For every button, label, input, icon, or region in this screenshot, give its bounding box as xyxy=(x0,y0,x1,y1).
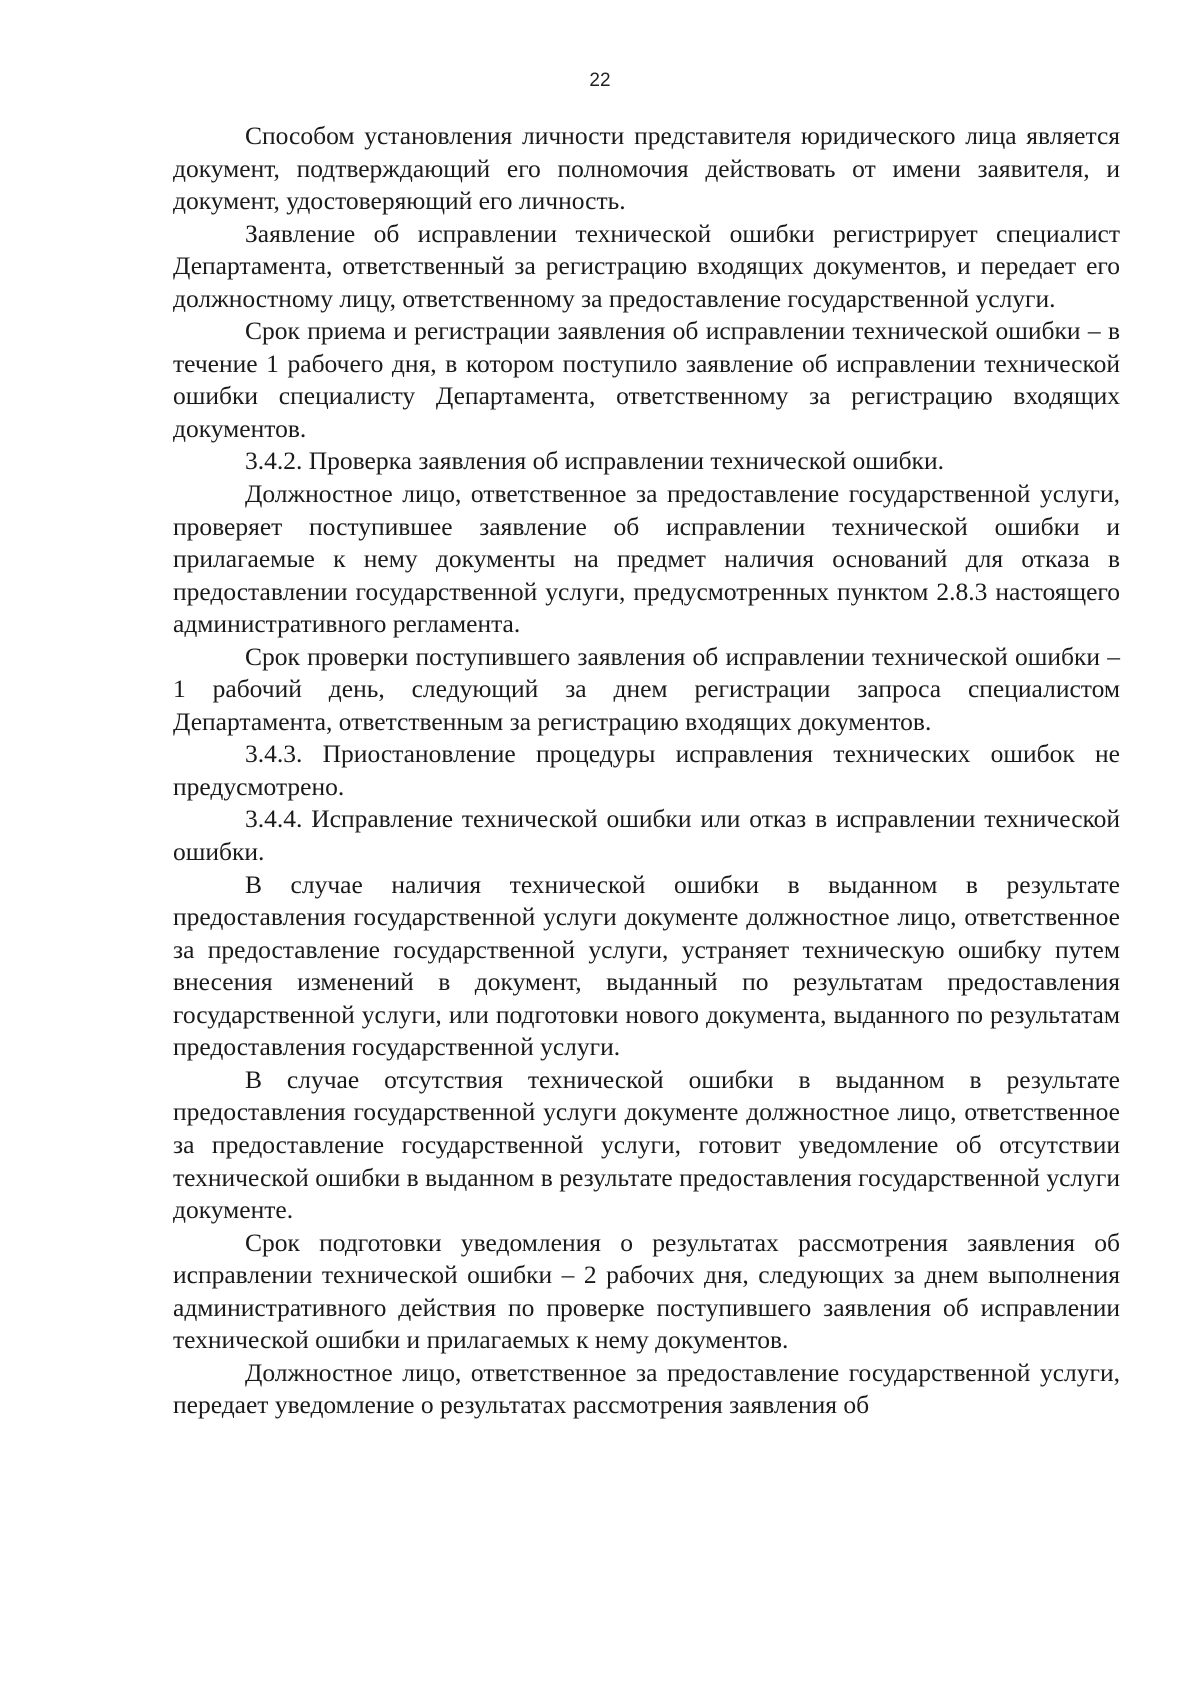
document-body xyxy=(173,120,1120,1422)
paragraph-application-registration: Заявление об исправлении технической ошибки регистрирует специалист Департамента, ответственный за регистрацию входящих документов, и передает его должностному лицу, ответственному за предоставление государственной услуги. xyxy=(173,218,1120,313)
paragraph-registration-term: Срок приема и регистрации заявления об исправлении технической ошибки – в течение 1 рабочего дня, в котором поступило заявление об исправлении технической ошибки специалисту Департамента, ответственному за регистрацию входящих документов. xyxy=(173,316,1120,443)
section-heading-3-4-2: 3.4.2. Проверка заявления об исправлении технической ошибки. xyxy=(245,446,944,476)
paragraph-error-present: В случае наличия технической ошибки в выданном в результате предоставления государственной услуги документе должностное лицо, ответственное за предоставление государственной услуги, устраняет техническую ошибку путем внесения изменений в документ, выданный по результатам предоставления государственной услуги, или подготовки нового документа, выданного по результатам предоставления государственной услуги. xyxy=(173,869,1120,1062)
section-heading-3-4-4: 3.4.4. Исправление технической ошибки или отказ в исправлении технической ошибки. xyxy=(173,804,1120,867)
paragraph-error-absent: В случае отсутствия технической ошибки в выданном в результате предоставления государственной услуги документе должностное лицо, ответственное за предоставление государственной услуги, готовит уведомление об отсутствии технической ошибки в выданном в результате предоставления государственной услуги документе. xyxy=(173,1064,1120,1225)
paragraph-application-check: Должностное лицо, ответственное за предоставление государственной услуги, проверяет поступившее заявление об исправлении технической ошибки и прилагаемые к нему документы на предмет наличия оснований для отказа в предоставлении государственной услуги, предусмотренных пунктом 2.8.3 настоящего административного регламента. xyxy=(173,479,1120,639)
section-heading-3-4-3: 3.4.3. Приостановление процедуры исправления технических ошибок не предусмотрено. xyxy=(173,739,1120,801)
paragraph-notification-transfer: Должностное лицо, ответственное за предоставление государственной услуги, передает уведомление о результатах рассмотрения заявления об xyxy=(173,1357,1120,1420)
paragraph-check-term: Срок проверки поступившего заявления об исправлении технической ошибки – 1 рабочий день, следующий за днем регистрации запроса специалистом Департамента, ответственным за регистрацию входящих документов. xyxy=(173,641,1120,736)
paragraph-notification-term: Срок подготовки уведомления о результатах рассмотрения заявления об исправлении технической ошибки – 2 рабочих дня, следующих за днем выполнения административного действия по проверке поступившего заявления об исправлении технической ошибки и прилагаемых к нему документов. xyxy=(173,1227,1120,1355)
page-number: 22 xyxy=(589,70,611,91)
paragraph-representative-identity: Способом установления личности представителя юридического лица является документ, подтверждающий его полномочия действовать от имени заявителя, и документ, удостоверяющий его личность. xyxy=(173,121,1120,216)
